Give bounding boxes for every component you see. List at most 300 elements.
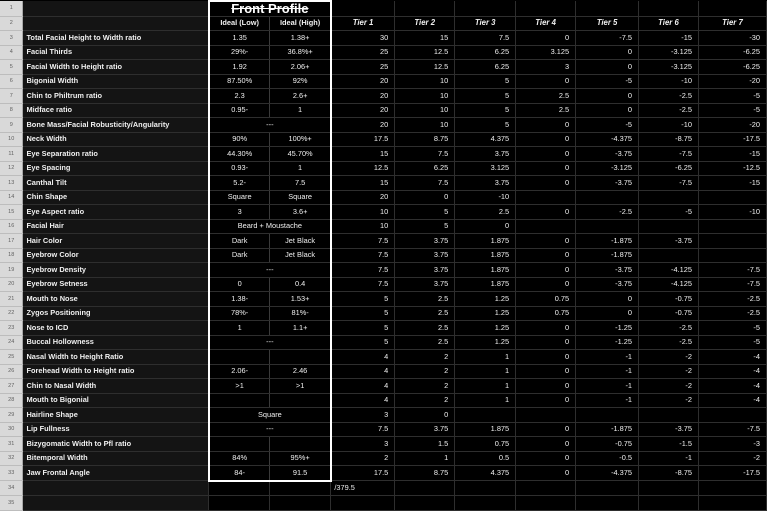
tier-2-cell[interactable]: 2.5 xyxy=(395,321,455,336)
ideal-range-cell[interactable]: Square xyxy=(209,408,331,423)
ideal-high-cell[interactable]: Jet Black xyxy=(270,234,331,249)
tier-4-cell[interactable]: 0.75 xyxy=(516,306,576,321)
metric-label[interactable]: Canthal Tilt xyxy=(23,176,209,191)
tier-1-cell[interactable]: 2 xyxy=(331,451,395,466)
metric-label[interactable]: Eye Spacing xyxy=(23,161,209,176)
tier-5-cell[interactable]: -1.25 xyxy=(576,335,639,350)
metric-label[interactable]: Total Facial Height to Width ratio xyxy=(23,31,209,46)
ideal-high-cell[interactable]: 1.38+ xyxy=(270,31,331,46)
ideal-range-cell[interactable]: --- xyxy=(209,335,331,350)
metric-label[interactable]: Jaw Frontal Angle xyxy=(23,466,209,481)
tier-3-cell[interactable]: 2.5 xyxy=(455,205,516,220)
metric-label[interactable]: Mouth to Bigonial xyxy=(23,393,209,408)
tier-5-cell[interactable]: -1 xyxy=(576,350,639,365)
tier-2-cell[interactable]: 3.75 xyxy=(395,248,455,263)
tier-2-cell[interactable]: 15 xyxy=(395,31,455,46)
tier-4-cell[interactable]: 3 xyxy=(516,60,576,75)
ideal-low-cell[interactable]: Square xyxy=(209,190,270,205)
tier-4-cell[interactable]: 0 xyxy=(516,379,576,394)
tier-7-cell[interactable]: -2.5 xyxy=(698,292,766,307)
tier-3-cell[interactable]: 1 xyxy=(455,364,516,379)
tier-6-cell[interactable]: -8.75 xyxy=(639,132,699,147)
tier-7-cell[interactable]: -4 xyxy=(698,350,766,365)
tier-1-cell[interactable]: 4 xyxy=(331,350,395,365)
tier-6-cell[interactable]: -7.5 xyxy=(639,147,699,162)
tier-4-cell[interactable]: 0 xyxy=(516,277,576,292)
empty-cell[interactable] xyxy=(331,496,395,511)
tier-3-cell[interactable]: 6.25 xyxy=(455,60,516,75)
ideal-high-cell[interactable]: 36.8%+ xyxy=(270,45,331,60)
tier-2-cell[interactable]: 7.5 xyxy=(395,147,455,162)
ideal-low-cell[interactable]: 2.06- xyxy=(209,364,270,379)
ideal-high-cell[interactable]: 1 xyxy=(270,161,331,176)
tier-4-cell[interactable]: 0 xyxy=(516,451,576,466)
tier-6-header[interactable]: Tier 6 xyxy=(639,16,699,31)
sheet-title[interactable]: Front Profile xyxy=(209,1,331,16)
tier-6-cell[interactable] xyxy=(639,190,699,205)
tier-7-cell[interactable]: -4 xyxy=(698,393,766,408)
tier-2-cell[interactable]: 12.5 xyxy=(395,60,455,75)
ideal-low-cell[interactable]: 0.93- xyxy=(209,161,270,176)
tier-3-cell[interactable]: 4.375 xyxy=(455,466,516,481)
ideal-low-cell[interactable]: 5.2- xyxy=(209,176,270,191)
tier-4-cell[interactable]: 0 xyxy=(516,118,576,133)
tier-7-cell[interactable]: -12.5 xyxy=(698,161,766,176)
tier-6-cell[interactable]: -0.75 xyxy=(639,306,699,321)
ideal-high-cell[interactable]: 7.5 xyxy=(270,176,331,191)
metric-label[interactable]: Chin to Philtrum ratio xyxy=(23,89,209,104)
tier-3-cell[interactable] xyxy=(455,408,516,423)
metric-label[interactable]: Bone Mass/Facial Robusticity/Angularity xyxy=(23,118,209,133)
tier-3-cell[interactable]: 0.75 xyxy=(455,437,516,452)
tier-3-cell[interactable]: 3.75 xyxy=(455,176,516,191)
tier-3-cell[interactable]: 5 xyxy=(455,74,516,89)
tier-6-cell[interactable] xyxy=(639,408,699,423)
empty-cell[interactable] xyxy=(698,481,766,496)
ideal-high-cell[interactable] xyxy=(270,393,331,408)
ideal-low-header[interactable]: Ideal (Low) xyxy=(209,16,270,31)
ideal-low-cell[interactable]: 90% xyxy=(209,132,270,147)
tier-1-cell[interactable]: 20 xyxy=(331,103,395,118)
tier-5-cell[interactable]: -2.5 xyxy=(576,205,639,220)
metric-label[interactable]: Hair Color xyxy=(23,234,209,249)
ideal-high-cell[interactable] xyxy=(270,437,331,452)
empty-cell[interactable] xyxy=(395,481,455,496)
tier-7-cell[interactable]: -30 xyxy=(698,31,766,46)
tier-3-cell[interactable]: 1.875 xyxy=(455,277,516,292)
ideal-high-header[interactable]: Ideal (High) xyxy=(270,16,331,31)
tier-7-cell[interactable]: -6.25 xyxy=(698,60,766,75)
empty-cell[interactable] xyxy=(698,1,766,16)
metric-label[interactable]: Eyebrow Density xyxy=(23,263,209,278)
empty-cell[interactable] xyxy=(23,1,209,16)
tier-1-cell[interactable]: 4 xyxy=(331,393,395,408)
tier-2-cell[interactable]: 8.75 xyxy=(395,132,455,147)
tier-1-cell[interactable]: 5 xyxy=(331,306,395,321)
tier-3-cell[interactable]: 1.25 xyxy=(455,321,516,336)
tier-1-cell[interactable]: 20 xyxy=(331,118,395,133)
ideal-low-cell[interactable]: Dark xyxy=(209,234,270,249)
tier-5-cell[interactable]: -1.25 xyxy=(576,321,639,336)
tier-3-cell[interactable]: 1.875 xyxy=(455,263,516,278)
tier-6-cell[interactable]: -2 xyxy=(639,364,699,379)
tier-6-cell[interactable]: -3.75 xyxy=(639,422,699,437)
tier-7-cell[interactable]: -4 xyxy=(698,364,766,379)
metric-label[interactable]: Mouth to Nose xyxy=(23,292,209,307)
tier-6-cell[interactable]: -0.75 xyxy=(639,292,699,307)
tier-6-cell[interactable]: -4.125 xyxy=(639,277,699,292)
tier-7-cell[interactable] xyxy=(698,408,766,423)
tier-3-cell[interactable]: 3.75 xyxy=(455,147,516,162)
ideal-low-cell[interactable]: 44.30% xyxy=(209,147,270,162)
ideal-high-cell[interactable]: 1.1+ xyxy=(270,321,331,336)
empty-cell[interactable] xyxy=(639,1,699,16)
empty-cell[interactable] xyxy=(516,496,576,511)
tier-2-cell[interactable]: 2 xyxy=(395,393,455,408)
tier-4-cell[interactable]: 0 xyxy=(516,437,576,452)
tier-4-cell[interactable]: 0 xyxy=(516,234,576,249)
tier-4-cell[interactable]: 0 xyxy=(516,466,576,481)
tier-7-cell[interactable] xyxy=(698,190,766,205)
tier-7-cell[interactable]: -20 xyxy=(698,118,766,133)
tier-5-cell[interactable]: -1.875 xyxy=(576,234,639,249)
tier-1-cell[interactable]: 4 xyxy=(331,379,395,394)
ideal-high-cell[interactable]: 2.6+ xyxy=(270,89,331,104)
tier-2-cell[interactable]: 2 xyxy=(395,364,455,379)
tier-3-cell[interactable]: 1 xyxy=(455,379,516,394)
tier-4-cell[interactable]: 0.75 xyxy=(516,292,576,307)
metric-label[interactable]: Zygos Positioning xyxy=(23,306,209,321)
tier-4-cell[interactable]: 0 xyxy=(516,205,576,220)
ideal-low-cell[interactable]: 29%- xyxy=(209,45,270,60)
metric-label[interactable]: Midface ratio xyxy=(23,103,209,118)
tier-5-cell[interactable] xyxy=(576,408,639,423)
tier-7-cell[interactable]: -5 xyxy=(698,321,766,336)
tier-3-cell[interactable]: 1 xyxy=(455,350,516,365)
tier-2-cell[interactable]: 2 xyxy=(395,350,455,365)
tier-3-cell[interactable]: 6.25 xyxy=(455,45,516,60)
empty-cell[interactable] xyxy=(698,496,766,511)
tier-2-cell[interactable]: 12.5 xyxy=(395,45,455,60)
metric-label[interactable]: Nose to ICD xyxy=(23,321,209,336)
metric-label[interactable]: Chin to Nasal Width xyxy=(23,379,209,394)
ideal-low-cell[interactable]: 84- xyxy=(209,466,270,481)
tier-3-cell[interactable]: 5 xyxy=(455,89,516,104)
empty-cell[interactable] xyxy=(270,481,331,496)
tier-3-cell[interactable]: 1.25 xyxy=(455,292,516,307)
tier-5-cell[interactable]: 0 xyxy=(576,60,639,75)
empty-cell[interactable] xyxy=(516,481,576,496)
tier-7-cell[interactable]: -7.5 xyxy=(698,277,766,292)
tier-6-cell[interactable]: -8.75 xyxy=(639,466,699,481)
tier-5-cell[interactable]: -7.5 xyxy=(576,31,639,46)
tier-3-cell[interactable]: 5 xyxy=(455,118,516,133)
metric-label[interactable]: Bitemporal Width xyxy=(23,451,209,466)
tier-4-cell[interactable]: 0 xyxy=(516,350,576,365)
tier-1-cell[interactable]: 5 xyxy=(331,335,395,350)
tier-1-cell[interactable]: 5 xyxy=(331,292,395,307)
tier-5-cell[interactable]: -1 xyxy=(576,379,639,394)
tier-1-cell[interactable]: 3 xyxy=(331,437,395,452)
empty-cell[interactable] xyxy=(23,481,209,496)
tier-6-cell[interactable]: -5 xyxy=(639,205,699,220)
empty-cell[interactable] xyxy=(209,496,270,511)
metric-label[interactable]: Neck Width xyxy=(23,132,209,147)
tier-3-cell[interactable]: 1.25 xyxy=(455,335,516,350)
tier-1-cell[interactable]: 7.5 xyxy=(331,248,395,263)
metric-label[interactable]: Bigonial Width xyxy=(23,74,209,89)
tier-5-cell[interactable]: -0.5 xyxy=(576,451,639,466)
tier-4-cell[interactable]: 0 xyxy=(516,176,576,191)
empty-cell[interactable] xyxy=(395,1,455,16)
tier-6-cell[interactable]: -6.25 xyxy=(639,161,699,176)
tier-6-cell[interactable]: -2.5 xyxy=(639,89,699,104)
tier-1-cell[interactable]: 20 xyxy=(331,190,395,205)
tier-1-cell[interactable]: 17.5 xyxy=(331,466,395,481)
tier-1-cell[interactable]: 15 xyxy=(331,176,395,191)
tier-7-cell[interactable]: -5 xyxy=(698,103,766,118)
ideal-high-cell[interactable]: 0.4 xyxy=(270,277,331,292)
tier-6-cell[interactable] xyxy=(639,248,699,263)
tier-6-cell[interactable]: -2.5 xyxy=(639,335,699,350)
tier-2-cell[interactable]: 5 xyxy=(395,205,455,220)
tier-2-cell[interactable]: 2.5 xyxy=(395,335,455,350)
ideal-high-cell[interactable]: 91.5 xyxy=(270,466,331,481)
tier-3-cell[interactable]: 3.125 xyxy=(455,161,516,176)
tier-1-cell[interactable]: 7.5 xyxy=(331,422,395,437)
tier-1-cell[interactable]: 17.5 xyxy=(331,132,395,147)
metric-label[interactable]: Hairline Shape xyxy=(23,408,209,423)
tier-3-header[interactable]: Tier 3 xyxy=(455,16,516,31)
ideal-high-cell[interactable]: 92% xyxy=(270,74,331,89)
ideal-high-cell[interactable]: 1 xyxy=(270,103,331,118)
tier-2-cell[interactable]: 8.75 xyxy=(395,466,455,481)
tier-4-cell[interactable]: 0 xyxy=(516,248,576,263)
tier-1-cell[interactable]: 3 xyxy=(331,408,395,423)
tier-5-cell[interactable]: -1 xyxy=(576,393,639,408)
tier-4-cell[interactable]: 0 xyxy=(516,132,576,147)
tier-1-cell[interactable]: 15 xyxy=(331,147,395,162)
tier-3-cell[interactable]: -10 xyxy=(455,190,516,205)
tier-7-cell[interactable] xyxy=(698,248,766,263)
tier-7-cell[interactable]: -2 xyxy=(698,451,766,466)
tier-7-cell[interactable]: -5 xyxy=(698,335,766,350)
tier-2-cell[interactable]: 2.5 xyxy=(395,306,455,321)
tier-7-cell[interactable]: -17.5 xyxy=(698,466,766,481)
tier-4-cell[interactable]: 0 xyxy=(516,335,576,350)
metric-label[interactable]: Eyebrow Color xyxy=(23,248,209,263)
tier-6-cell[interactable]: -2 xyxy=(639,350,699,365)
metric-label[interactable]: Lip Fullness xyxy=(23,422,209,437)
tier-2-cell[interactable]: 1.5 xyxy=(395,437,455,452)
tier-6-cell[interactable]: -7.5 xyxy=(639,176,699,191)
metric-label[interactable]: Nasal Width to Height Ratio xyxy=(23,350,209,365)
tier-6-cell[interactable] xyxy=(639,219,699,234)
metric-label[interactable]: Facial Width to Height ratio xyxy=(23,60,209,75)
empty-cell[interactable] xyxy=(270,496,331,511)
tier-7-cell[interactable]: -6.25 xyxy=(698,45,766,60)
ideal-range-cell[interactable]: --- xyxy=(209,263,331,278)
tier-5-cell[interactable]: -3.75 xyxy=(576,263,639,278)
tier-7-cell[interactable] xyxy=(698,234,766,249)
ideal-high-cell[interactable]: 2.06+ xyxy=(270,60,331,75)
tier-5-cell[interactable]: -1.875 xyxy=(576,422,639,437)
metric-label[interactable]: Bizygomatic Width to Pfl ratio xyxy=(23,437,209,452)
tier-6-cell[interactable]: -3.75 xyxy=(639,234,699,249)
ideal-low-cell[interactable]: 0.95- xyxy=(209,103,270,118)
ideal-range-cell[interactable]: --- xyxy=(209,118,331,133)
tier-5-cell[interactable]: -1 xyxy=(576,364,639,379)
ideal-high-cell[interactable] xyxy=(270,350,331,365)
tier-5-cell[interactable]: -3.125 xyxy=(576,161,639,176)
tier-2-cell[interactable]: 2 xyxy=(395,379,455,394)
tier-1-header[interactable]: Tier 1 xyxy=(331,16,395,31)
tier-2-cell[interactable]: 2.5 xyxy=(395,292,455,307)
tier-4-cell[interactable]: 0 xyxy=(516,364,576,379)
metric-label[interactable]: Facial Hair xyxy=(23,219,209,234)
ideal-high-cell[interactable]: 100%+ xyxy=(270,132,331,147)
total-score-cell[interactable]: /379.5 xyxy=(331,481,395,496)
tier-1-cell[interactable]: 5 xyxy=(331,321,395,336)
ideal-high-cell[interactable]: 2.46 xyxy=(270,364,331,379)
tier-3-cell[interactable]: 4.375 xyxy=(455,132,516,147)
tier-1-cell[interactable]: 25 xyxy=(331,45,395,60)
tier-4-cell[interactable] xyxy=(516,190,576,205)
tier-5-cell[interactable]: -4.375 xyxy=(576,466,639,481)
tier-4-cell[interactable]: 0 xyxy=(516,31,576,46)
ideal-high-cell[interactable]: Square xyxy=(270,190,331,205)
tier-7-cell[interactable]: -15 xyxy=(698,176,766,191)
tier-2-cell[interactable]: 10 xyxy=(395,103,455,118)
tier-7-cell[interactable]: -10 xyxy=(698,205,766,220)
tier-7-cell[interactable]: -3 xyxy=(698,437,766,452)
tier-4-cell[interactable]: 0 xyxy=(516,422,576,437)
tier-2-cell[interactable]: 0 xyxy=(395,408,455,423)
tier-6-cell[interactable]: -4.125 xyxy=(639,263,699,278)
tier-5-cell[interactable]: -4.375 xyxy=(576,132,639,147)
ideal-low-cell[interactable] xyxy=(209,437,270,452)
tier-3-cell[interactable]: 0.5 xyxy=(455,451,516,466)
tier-2-cell[interactable]: 10 xyxy=(395,89,455,104)
empty-cell[interactable] xyxy=(516,1,576,16)
tier-1-cell[interactable]: 10 xyxy=(331,205,395,220)
tier-1-cell[interactable]: 7.5 xyxy=(331,234,395,249)
ideal-high-cell[interactable]: >1 xyxy=(270,379,331,394)
tier-5-cell[interactable]: 0 xyxy=(576,103,639,118)
empty-cell[interactable] xyxy=(639,481,699,496)
tier-2-cell[interactable]: 5 xyxy=(395,219,455,234)
tier-1-cell[interactable]: 4 xyxy=(331,364,395,379)
tier-5-cell[interactable]: -5 xyxy=(576,74,639,89)
tier-1-cell[interactable]: 7.5 xyxy=(331,277,395,292)
tier-6-cell[interactable]: -15 xyxy=(639,31,699,46)
ideal-high-cell[interactable]: 3.6+ xyxy=(270,205,331,220)
metric-label[interactable]: Buccal Hollowness xyxy=(23,335,209,350)
ideal-range-cell[interactable]: --- xyxy=(209,422,331,437)
tier-2-cell[interactable]: 10 xyxy=(395,74,455,89)
tier-2-cell[interactable]: 7.5 xyxy=(395,176,455,191)
tier-6-cell[interactable]: -1.5 xyxy=(639,437,699,452)
tier-2-header[interactable]: Tier 2 xyxy=(395,16,455,31)
tier-3-cell[interactable]: 1.875 xyxy=(455,422,516,437)
tier-1-cell[interactable]: 20 xyxy=(331,89,395,104)
tier-7-cell[interactable]: -17.5 xyxy=(698,132,766,147)
tier-5-cell[interactable]: -3.75 xyxy=(576,277,639,292)
tier-4-cell[interactable]: 2.5 xyxy=(516,89,576,104)
tier-6-cell[interactable]: -3.125 xyxy=(639,45,699,60)
tier-4-cell[interactable] xyxy=(516,408,576,423)
ideal-low-cell[interactable]: 1.92 xyxy=(209,60,270,75)
tier-2-cell[interactable]: 3.75 xyxy=(395,277,455,292)
tier-3-cell[interactable]: 5 xyxy=(455,103,516,118)
tier-7-header[interactable]: Tier 7 xyxy=(698,16,766,31)
tier-1-cell[interactable]: 20 xyxy=(331,74,395,89)
tier-1-cell[interactable]: 12.5 xyxy=(331,161,395,176)
tier-6-cell[interactable]: -2 xyxy=(639,393,699,408)
tier-2-cell[interactable]: 3.75 xyxy=(395,422,455,437)
tier-2-cell[interactable]: 1 xyxy=(395,451,455,466)
empty-cell[interactable] xyxy=(331,1,395,16)
tier-1-cell[interactable]: 7.5 xyxy=(331,263,395,278)
tier-4-cell[interactable]: 0 xyxy=(516,393,576,408)
tier-1-cell[interactable]: 25 xyxy=(331,60,395,75)
ideal-low-cell[interactable]: >1 xyxy=(209,379,270,394)
tier-5-cell[interactable]: -0.75 xyxy=(576,437,639,452)
tier-2-cell[interactable]: 3.75 xyxy=(395,263,455,278)
empty-cell[interactable] xyxy=(209,481,270,496)
tier-5-cell[interactable]: -3.75 xyxy=(576,176,639,191)
tier-7-cell[interactable]: -7.5 xyxy=(698,422,766,437)
tier-5-cell[interactable]: 0 xyxy=(576,306,639,321)
empty-cell[interactable] xyxy=(23,496,209,511)
ideal-low-cell[interactable]: 87.50% xyxy=(209,74,270,89)
empty-cell[interactable] xyxy=(639,496,699,511)
tier-5-header[interactable]: Tier 5 xyxy=(576,16,639,31)
ideal-low-cell[interactable]: 0 xyxy=(209,277,270,292)
tier-4-cell[interactable]: 0 xyxy=(516,74,576,89)
ideal-range-cell[interactable]: Beard + Moustache xyxy=(209,219,331,234)
tier-5-cell[interactable] xyxy=(576,219,639,234)
empty-cell[interactable] xyxy=(23,16,209,31)
ideal-low-cell[interactable]: 1 xyxy=(209,321,270,336)
tier-7-cell[interactable] xyxy=(698,219,766,234)
empty-cell[interactable] xyxy=(395,496,455,511)
tier-5-cell[interactable]: -1.875 xyxy=(576,248,639,263)
metric-label[interactable]: Eye Separation ratio xyxy=(23,147,209,162)
metric-label[interactable]: Eye Aspect ratio xyxy=(23,205,209,220)
tier-5-cell[interactable]: 0 xyxy=(576,292,639,307)
tier-4-header[interactable]: Tier 4 xyxy=(516,16,576,31)
metric-label[interactable]: Forehead Width to Height ratio xyxy=(23,364,209,379)
tier-7-cell[interactable]: -2.5 xyxy=(698,306,766,321)
tier-2-cell[interactable]: 0 xyxy=(395,190,455,205)
tier-6-cell[interactable]: -2.5 xyxy=(639,321,699,336)
empty-cell[interactable] xyxy=(455,481,516,496)
tier-4-cell[interactable]: 2.5 xyxy=(516,103,576,118)
ideal-low-cell[interactable]: 2.3 xyxy=(209,89,270,104)
ideal-low-cell[interactable]: 1.35 xyxy=(209,31,270,46)
ideal-low-cell[interactable] xyxy=(209,350,270,365)
tier-3-cell[interactable]: 7.5 xyxy=(455,31,516,46)
ideal-low-cell[interactable] xyxy=(209,393,270,408)
empty-cell[interactable] xyxy=(576,1,639,16)
tier-4-cell[interactable]: 0 xyxy=(516,321,576,336)
ideal-low-cell[interactable]: 78%- xyxy=(209,306,270,321)
ideal-low-cell[interactable]: Dark xyxy=(209,248,270,263)
tier-6-cell[interactable]: -3.125 xyxy=(639,60,699,75)
tier-4-cell[interactable]: 3.125 xyxy=(516,45,576,60)
tier-7-cell[interactable]: -20 xyxy=(698,74,766,89)
